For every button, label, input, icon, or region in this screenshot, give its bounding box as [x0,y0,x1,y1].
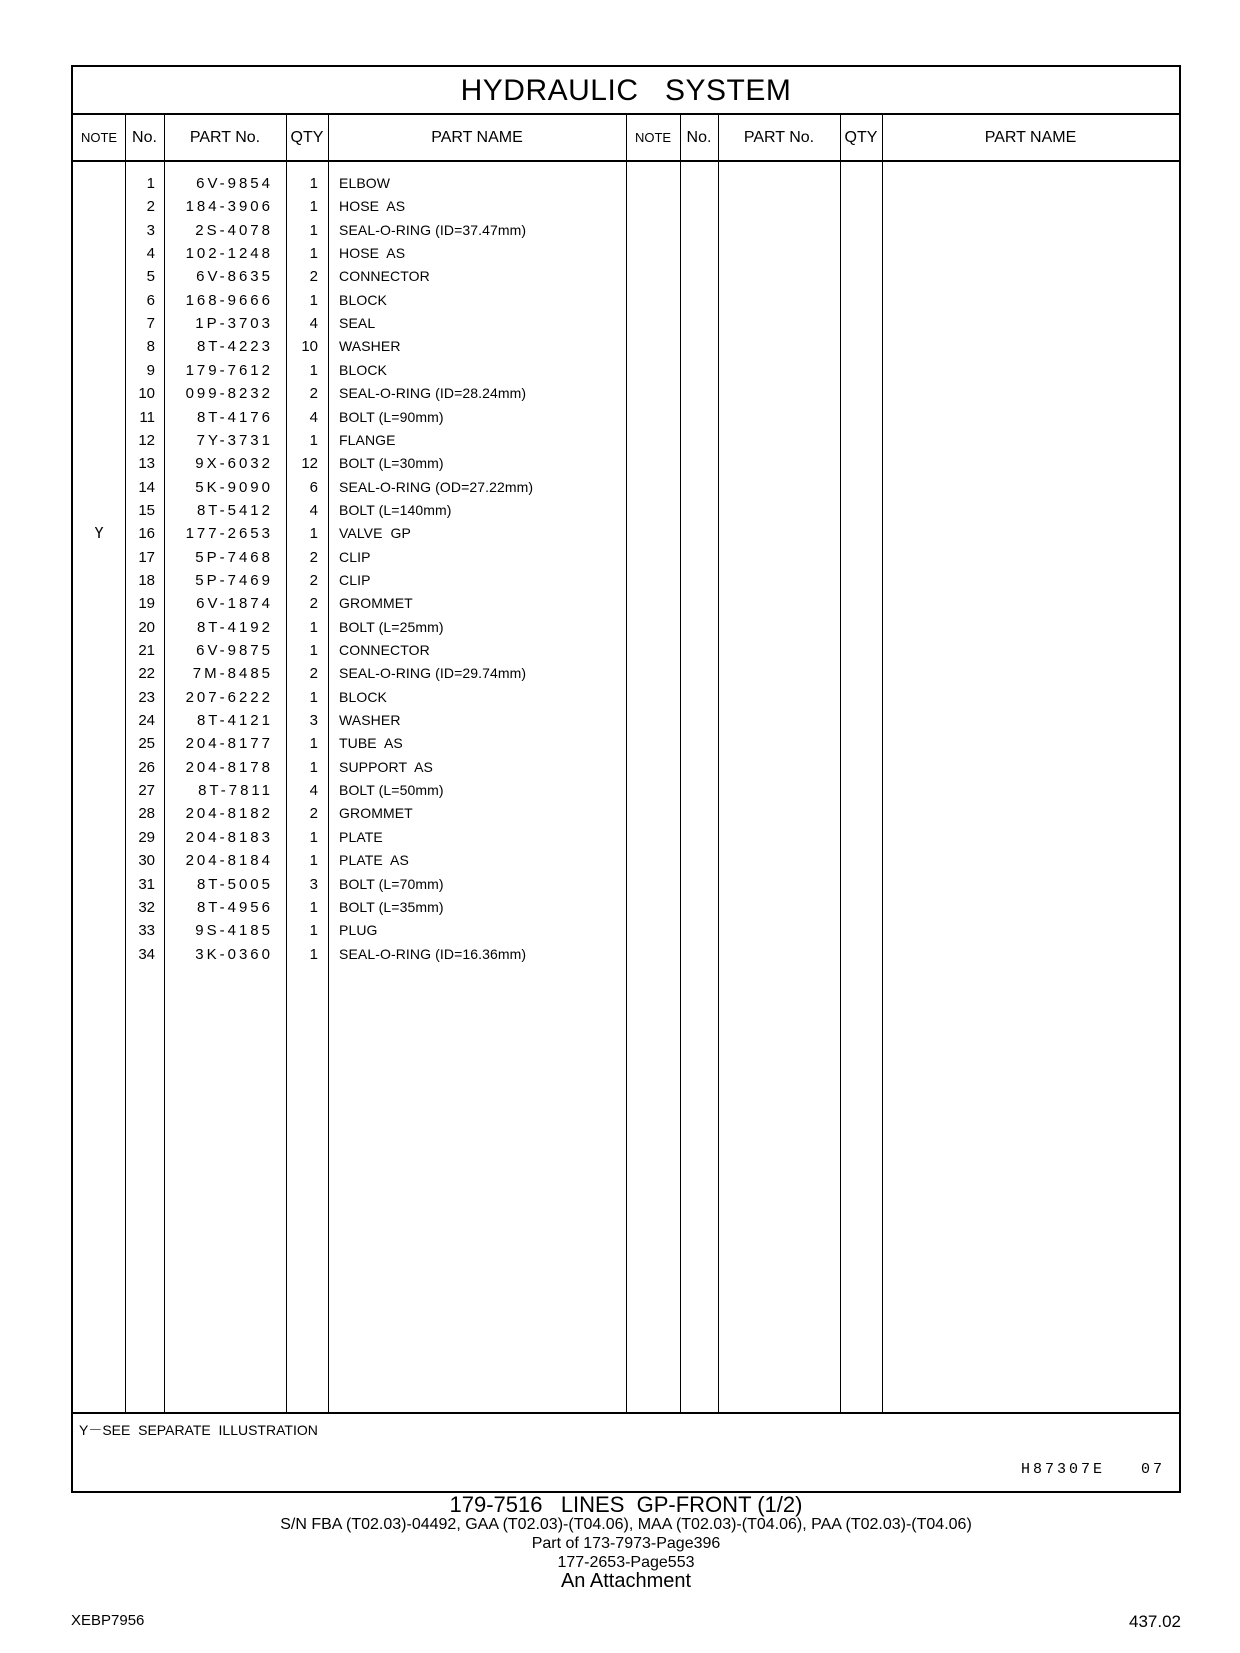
part-name-cell: VALVE GP [339,525,411,542]
part-number-cell: 8T-4192 [196,618,273,636]
part-number-cell: 6V-1874 [196,595,273,613]
part-name-cell: HOSE AS [339,198,406,215]
part-number-cell: 8T-5005 [196,875,273,893]
item-number-cell: 21 [138,642,155,659]
item-number-cell: 34 [138,945,155,963]
part-number-cell: 8T-4176 [196,408,273,426]
quantity-cell: 1 [309,758,318,776]
table-row [73,896,633,919]
item-number-cell: 27 [138,782,155,800]
table-row [73,849,633,872]
sheet-footer [73,1412,1179,1491]
part-number-cell: 099-8232 [185,385,273,403]
part-number-cell: 184-3906 [185,198,273,216]
quantity-cell: 1 [309,431,318,449]
part-number-cell: 6V-9854 [196,175,273,192]
item-number-cell: 20 [138,618,155,636]
quantity-cell: 1 [309,945,318,963]
part-name-cell: CLIP [339,548,371,565]
table-row [73,359,633,382]
item-number-cell: 1 [146,175,155,192]
part-name-cell: PLUG [339,922,378,939]
caption-reference: 177-2653-Page553 [557,1554,695,1571]
table-row [73,662,633,685]
table-row [73,709,633,732]
part-name-cell: BLOCK [339,688,387,705]
item-number-cell: 3 [146,221,155,239]
part-number-cell: 168-9666 [185,291,273,309]
header-part-name-left: PART NAME [431,129,523,146]
part-number-cell: 8T-5412 [196,501,273,519]
table-row [73,452,633,475]
quantity-cell: 2 [309,268,318,286]
page-number: 437.02 [1129,1612,1181,1631]
header-no-right: No. [686,129,712,146]
quantity-cell: 1 [309,198,318,216]
table-row [73,219,633,242]
quantity-cell: 2 [309,385,318,403]
table-row [73,335,633,358]
part-name-cell: CONNECTOR [339,268,430,285]
item-number-cell: 10 [138,385,155,403]
quantity-cell: 4 [309,501,318,519]
part-name-cell: SUPPORT AS [339,758,433,775]
quantity-cell: 1 [309,221,318,239]
quantity-cell: 4 [309,408,318,426]
part-number-cell: 7M-8485 [192,665,273,683]
quantity-cell: 1 [309,922,318,940]
table-row [73,172,633,195]
table-row [73,289,633,312]
part-number-cell: 8T-4223 [196,338,273,356]
quantity-cell: 1 [309,735,318,753]
item-number-cell: 19 [138,595,155,613]
table-row [73,546,633,569]
part-name-cell: BOLT (L=25mm) [339,618,444,635]
header-no-left: No. [132,129,157,146]
table-row [73,522,633,545]
item-number-cell: 23 [138,688,155,706]
part-name-cell: WASHER [339,338,401,355]
part-name-cell: CLIP [339,571,371,588]
part-number-cell: 5P-7469 [195,571,273,589]
table-row [73,429,633,452]
part-number-cell: 204-8178 [185,758,273,776]
table-row [73,592,633,615]
header-part-no-left: PART No. [189,129,261,146]
item-number-cell: 15 [138,501,155,519]
part-number-cell: 8T-7811 [198,782,273,800]
part-number-cell: 7Y-3731 [196,431,273,449]
document-id: XEBP7956 [71,1612,145,1629]
table-row [73,826,633,849]
part-number-cell: 204-8183 [185,828,273,846]
header-note-left: NOTE [80,130,118,145]
note-cell: Y [94,524,104,543]
part-number-cell: 3K-0360 [195,945,273,963]
item-number-cell: 11 [139,408,155,426]
quantity-cell: 2 [309,595,318,613]
item-number-cell: 28 [138,805,155,823]
part-name-cell: SEAL-O-RING (ID=16.36mm) [339,945,527,962]
item-number-cell: 9 [146,361,155,379]
table-row [73,569,633,592]
table-row [73,756,633,779]
part-name-cell: TUBE AS [339,735,403,752]
caption-attachment: An Attachment [560,1570,692,1592]
item-number-cell: 31 [138,875,155,893]
part-name-cell: BLOCK [339,291,387,308]
header-part-name-right: PART NAME [984,129,1077,146]
header-note-right: NOTE [634,130,672,145]
table-row [73,195,633,218]
part-name-cell: BOLT (L=30mm) [339,455,444,472]
quantity-cell: 1 [309,852,318,870]
part-name-cell: CONNECTOR [339,642,430,658]
part-name-cell: SEAL-O-RING (ID=37.47mm) [339,221,527,238]
item-number-cell: 7 [146,315,155,333]
part-number-cell: 6V-9875 [196,642,273,659]
part-name-cell: SEAL-O-RING (OD=27.22mm) [339,478,534,495]
part-number-cell: 6V-8635 [196,268,273,286]
table-row [73,919,633,942]
quantity-cell: 1 [309,175,318,192]
parts-table-body [73,162,1179,1483]
quantity-cell: 2 [309,805,318,823]
part-name-cell: ELBOW [339,175,391,191]
item-number-cell: 29 [138,828,155,846]
item-number-cell: 22 [138,665,155,683]
table-row [73,265,633,288]
part-name-cell: HOSE AS [339,245,406,262]
quantity-cell: 6 [309,478,318,496]
quantity-cell: 12 [301,455,318,473]
quantity-cell: 3 [309,875,318,893]
item-number-cell: 16 [138,525,155,543]
page-title: HYDRAULIC SYSTEM [73,67,1179,115]
table-row [73,732,633,755]
part-number-cell: 207-6222 [185,688,273,706]
table-row [73,686,633,709]
part-name-cell: BOLT (L=70mm) [339,875,444,892]
item-number-cell: 18 [138,571,155,589]
part-name-cell: PLATE [339,828,383,845]
part-number-cell: 1P-3703 [195,315,273,333]
parts-list-sheet [71,65,1181,1493]
part-name-cell: SEAL [339,315,376,332]
item-number-cell: 26 [138,758,155,776]
part-name-cell: FLANGE [339,431,396,448]
table-row [73,802,633,825]
table-row [73,616,633,639]
table-row [73,779,633,802]
part-number-cell: 8T-4121 [196,712,273,730]
drawing-code: H87307E 07 [1020,1461,1165,1478]
part-name-cell: SEAL-O-RING (ID=28.24mm) [339,385,527,402]
part-name-cell: BOLT (L=140mm) [339,501,452,518]
caption-title: 179-7516 LINES GP-FRONT (1/2) [449,1492,803,1517]
table-row [73,406,633,429]
quantity-cell: 1 [309,688,318,706]
part-name-cell: GROMMET [339,805,413,822]
item-number-cell: 17 [138,548,155,566]
part-number-cell: 8T-4956 [196,898,273,916]
part-number-cell: 5P-7468 [195,548,273,566]
item-number-cell: 32 [138,898,155,916]
part-number-cell: 204-8184 [185,852,273,870]
part-name-cell: BOLT (L=90mm) [339,408,444,425]
quantity-cell: 10 [301,338,318,356]
quantity-cell: 1 [309,898,318,916]
item-number-cell: 6 [146,291,155,309]
item-number-cell: 13 [138,455,155,473]
part-number-cell: 204-8182 [185,805,273,823]
quantity-cell: 4 [309,782,318,800]
header-qty-left: QTY [290,129,324,146]
quantity-cell: 1 [309,245,318,263]
quantity-cell: 1 [309,291,318,309]
quantity-cell: 1 [309,525,318,543]
caption-part-of: Part of 173-7973-Page396 [531,1535,721,1552]
part-name-cell: BOLT (L=35mm) [339,898,444,915]
item-number-cell: 4 [146,245,155,263]
table-row [73,499,633,522]
header-part-no-right: PART No. [743,129,815,146]
part-number-cell: 5K-9090 [195,478,273,496]
item-number-cell: 24 [138,712,155,730]
item-number-cell: 30 [138,852,155,870]
part-number-cell: 9X-6032 [195,455,273,473]
part-number-cell: 179-7612 [185,361,273,379]
item-number-cell: 8 [146,338,155,356]
table-row [73,943,633,966]
quantity-cell: 1 [309,642,318,659]
quantity-cell: 2 [309,571,318,589]
caption-serials: S/N FBA (T02.03)-04492, GAA (T02.03)-(T04.06), MAA (T02.03)-(T04.06), PAA (T02.03)-(T04.06) [280,1516,972,1533]
table-row [73,873,633,896]
footnote: Y－SEE SEPARATE ILLUSTRATION [79,1422,318,1438]
part-number-cell: 9S-4185 [195,922,273,940]
item-number-cell: 33 [138,922,155,940]
table-row [73,312,633,335]
part-number-cell: 177-2653 [185,525,273,543]
quantity-cell: 1 [309,618,318,636]
part-number-cell: 102-1248 [185,245,273,263]
quantity-cell: 1 [309,361,318,379]
table-row [73,382,633,405]
item-number-cell: 14 [138,478,155,496]
part-name-cell: SEAL-O-RING (ID=29.74mm) [339,665,527,682]
item-number-cell: 2 [146,198,155,216]
part-number-cell: 204-8177 [185,735,273,753]
part-name-cell: GROMMET [339,595,413,612]
part-name-cell: BLOCK [339,361,387,378]
quantity-cell: 2 [309,548,318,566]
part-name-cell: PLATE AS [339,852,409,869]
item-number-cell: 5 [146,268,155,286]
item-number-cell: 25 [138,735,155,753]
quantity-cell: 3 [309,712,318,730]
header-qty-right: QTY [844,129,878,146]
part-name-cell: BOLT (L=50mm) [339,782,444,799]
quantity-cell: 2 [309,665,318,683]
table-row [73,639,633,662]
item-number-cell: 12 [138,431,155,449]
part-name-cell: WASHER [339,712,401,729]
quantity-cell: 4 [309,315,318,333]
table-row [73,476,633,499]
quantity-cell: 1 [309,828,318,846]
part-number-cell: 2S-4078 [195,221,273,239]
table-row [73,242,633,265]
